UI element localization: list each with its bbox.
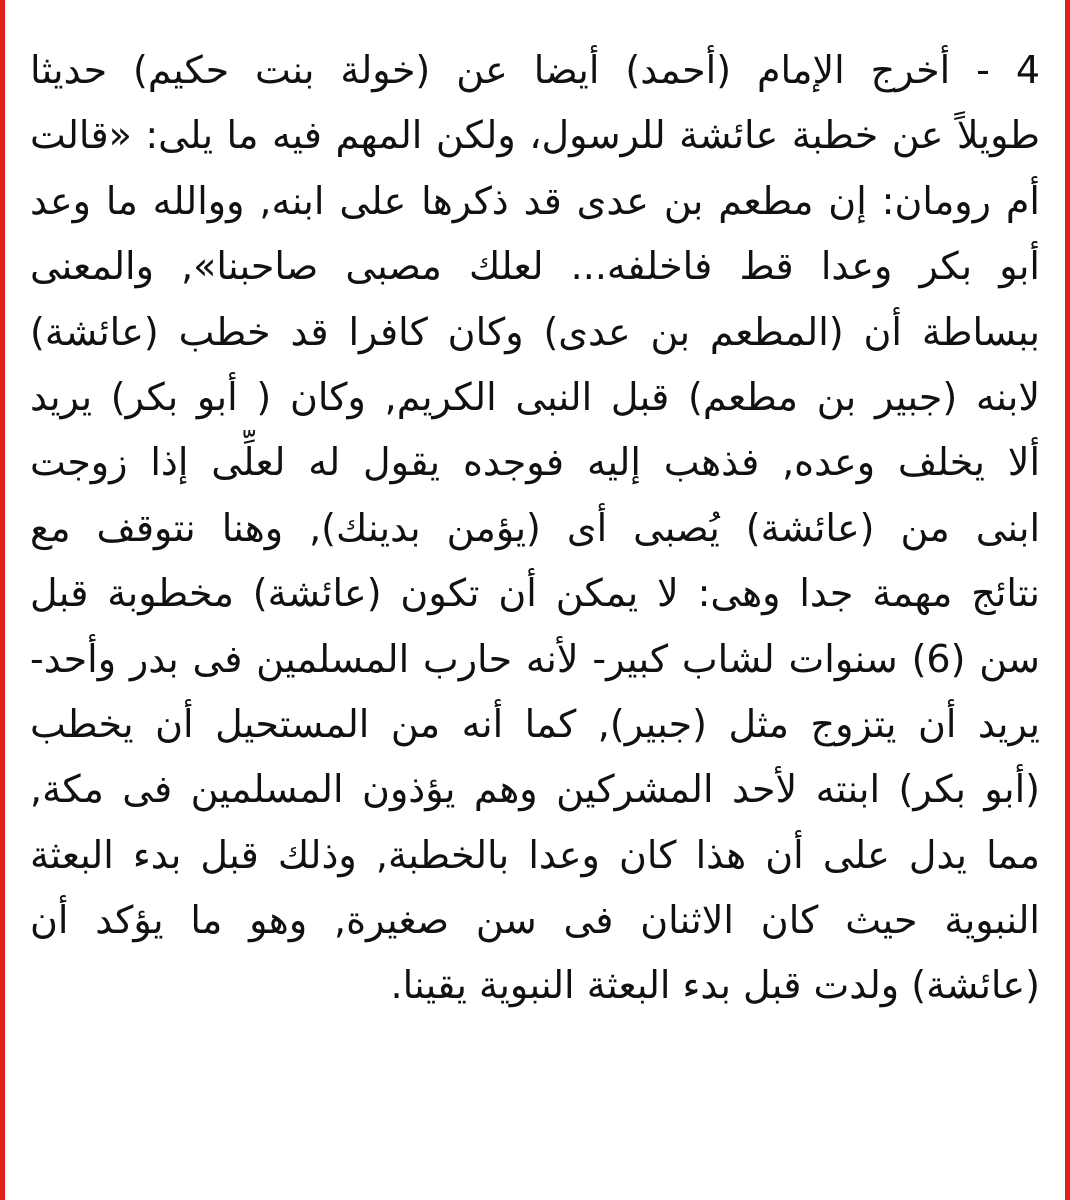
text-line-14: النبوية حيث كان الاثنان فى سن صغيرة, وهو ما يؤكد أن [30,898,1040,943]
text-line-11: يريد أن يتزوج مثل (جبير), كما أنه من المستحيل أن يخطب [30,701,1040,746]
text-line-3: أم رومان: إن مطعم بن عدى قد ذكرها على ابنه, ووالله ما وعد [30,178,1040,223]
text-line-1: 4 - أخرج الإمام (أحمد) أيضا عن (خولة بنت حكيم) حديثا [30,48,1040,92]
right-red-border [1065,0,1070,1200]
document-text-block [30,38,1040,1188]
text-line-15: (عائشة) ولدت قبل بدء البعثة النبوية يقينا. [390,963,1040,1008]
text-line-12: (أبو بكر) ابنته لأحد المشركين وهم يؤذون المسلمين فى مكة, [30,767,1040,812]
text-line-4: أبو بكر وعدا قط فاخلفه... لعلك مصبى صاحبنا», والمعنى [30,244,1040,289]
left-red-border [0,0,5,1200]
text-line-9: نتائج مهمة جدا وهى: لا يمكن أن تكون (عائشة) مخطوبة قبل [30,571,1040,616]
text-line-6: لابنه (جبير بن مطعم) قبل النبى الكريم, وكان ( أبو بكر) يريد [30,374,1040,419]
text-line-2: طويلاً عن خطبة عائشة للرسول، ولكن المهم فيه ما يلى: «قالت [30,113,1040,158]
text-line-13: مما يدل على أن هذا كان وعدا بالخطبة, وذلك قبل بدء البعثة [30,832,1040,877]
text-line-10: سن (6) سنوات لشاب كبير- لأنه حارب المسلمين فى بدر وأحد- [30,636,1040,681]
text-line-7: ألا يخلف وعده, فذهب إليه فوجده يقول له لعلِّى إذا زوجت [30,440,1040,485]
text-line-5: ببساطة أن (المطعم بن عدى) وكان كافرا قد خطب (عائشة) [30,309,1040,354]
text-line-8: ابنى من (عائشة) يُصبى أى (يؤمن بدينك), وهنا نتوقف مع [30,505,1040,550]
